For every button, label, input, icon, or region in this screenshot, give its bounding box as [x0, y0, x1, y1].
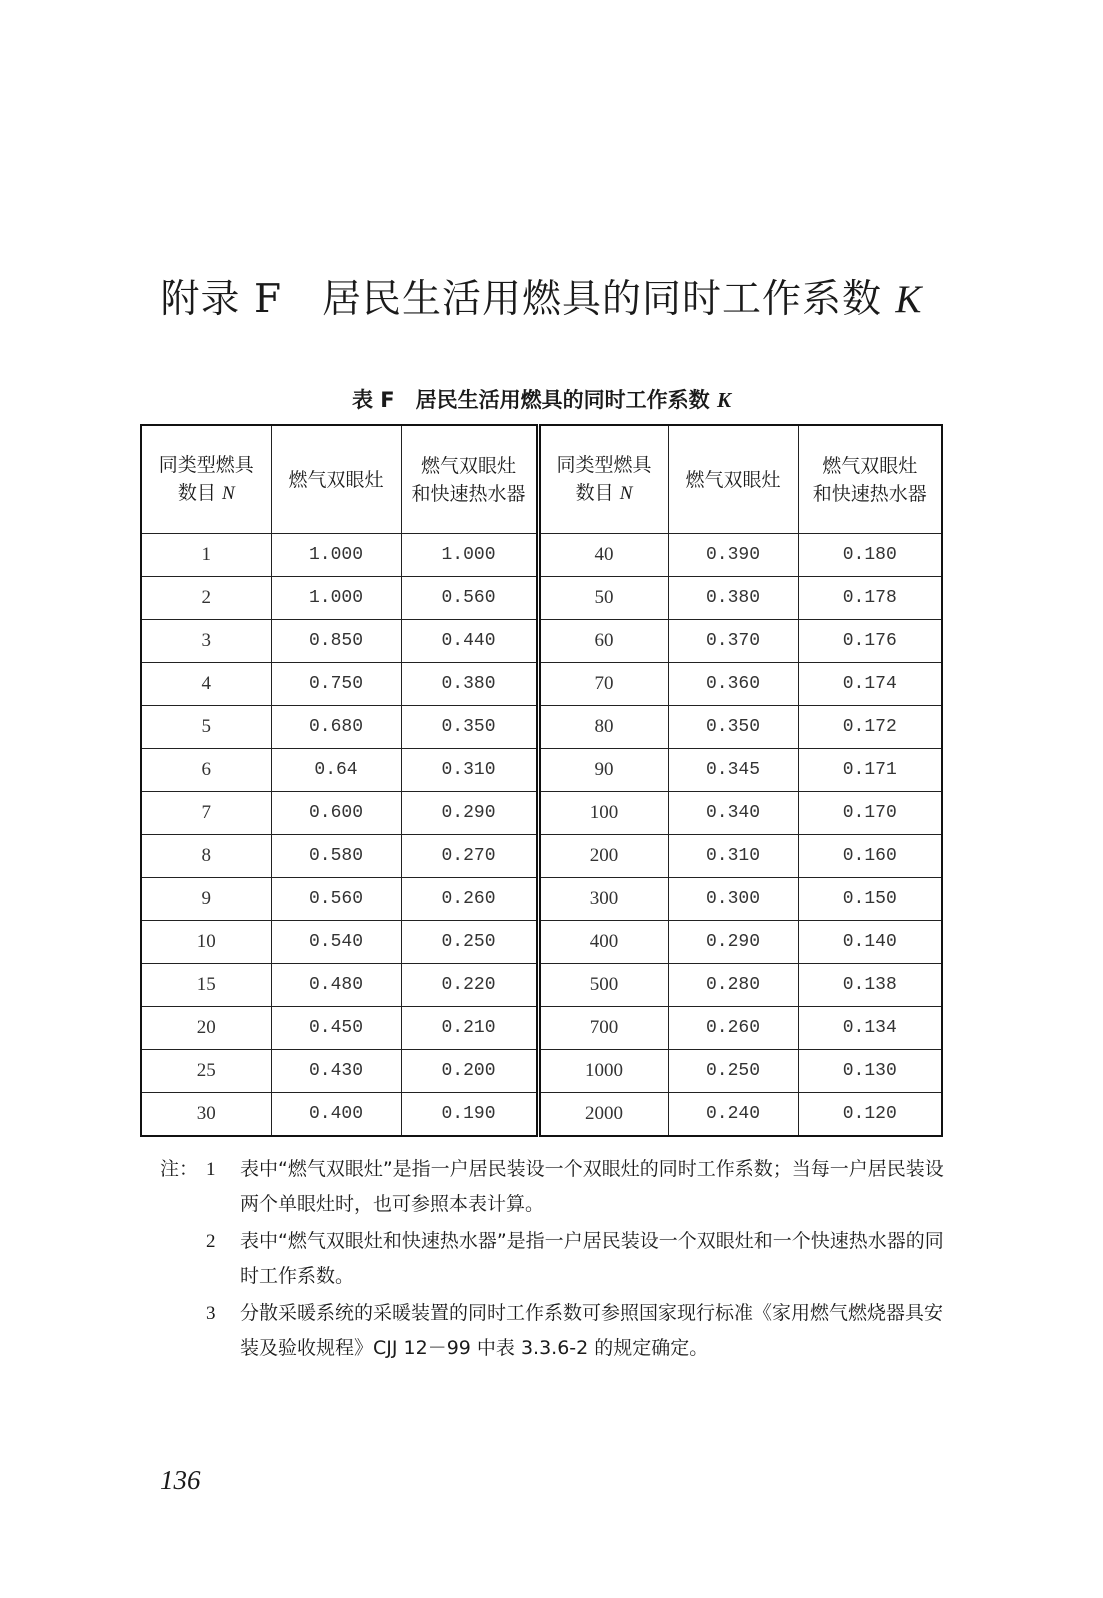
page-title-symbol: K [895, 278, 923, 321]
table-cell: 0.560 [401, 577, 538, 620]
table-cell: 0.430 [271, 1050, 401, 1093]
coefficient-table [140, 424, 943, 1137]
table-caption-text: 表 F 居民生活用燃具的同时工作系数 [352, 388, 710, 412]
table-cell: 0.171 [798, 749, 942, 792]
table-cell: 0.580 [271, 835, 401, 878]
table-cell: 0.300 [668, 878, 798, 921]
table-row [141, 749, 942, 792]
table-cell: 1.000 [401, 534, 538, 577]
table-cell: 0.450 [271, 1007, 401, 1050]
header-stove-heater-right [798, 425, 942, 534]
table-row [141, 1007, 942, 1050]
table-cell: 80 [538, 706, 668, 749]
table-cell: 0.176 [798, 620, 942, 663]
note-text: 表中“燃气双眼灶”是指一户居民装设一个双眼灶的同时工作系数；当每一户居民装设两个单眼灶时，也可参照本表计算。 [240, 1158, 944, 1215]
table-cell: 0.250 [401, 921, 538, 964]
header-line1: 燃气双眼灶 [685, 468, 781, 491]
table-cell: 0.280 [668, 964, 798, 1007]
header-line2: 数目 [177, 482, 216, 504]
header-symbol: N [221, 483, 235, 504]
table-cell: 400 [538, 921, 668, 964]
header-count-n-left [141, 425, 271, 534]
table-cell: 0.345 [668, 749, 798, 792]
table-cell: 0.210 [401, 1007, 538, 1050]
table-cell: 0.130 [798, 1050, 942, 1093]
table-cell: 0.390 [668, 534, 798, 577]
table-cell: 0.290 [668, 921, 798, 964]
header-line2: 和快速热水器 [411, 482, 526, 505]
table-cell: 0.220 [401, 964, 538, 1007]
table-cell: 0.260 [401, 878, 538, 921]
table-cell: 1000 [538, 1050, 668, 1093]
table-cell: 40 [538, 534, 668, 577]
table-cell: 0.64 [271, 749, 401, 792]
table-cell: 60 [538, 620, 668, 663]
table-cell: 6 [141, 749, 271, 792]
table-cell: 0.360 [668, 663, 798, 706]
table-cell: 0.250 [668, 1050, 798, 1093]
table-cell: 15 [141, 964, 271, 1007]
note-number: 3 [206, 1303, 216, 1324]
table-cell: 0.600 [271, 792, 401, 835]
table-row [141, 878, 942, 921]
table-row [141, 835, 942, 878]
table-cell: 0.172 [798, 706, 942, 749]
table-row [141, 663, 942, 706]
table-cell: 0.138 [798, 964, 942, 1007]
table-cell: 0.310 [401, 749, 538, 792]
table-cell: 0.750 [271, 663, 401, 706]
table-cell: 0.380 [401, 663, 538, 706]
table-row [141, 964, 942, 1007]
table-cell: 0.260 [668, 1007, 798, 1050]
table-row [141, 921, 942, 964]
table-caption-symbol: K [716, 388, 731, 412]
header-line1: 燃气双眼灶 [288, 468, 384, 491]
table-cell: 0.370 [668, 620, 798, 663]
table-cell: 0.480 [271, 964, 401, 1007]
header-symbol: N [619, 483, 633, 504]
table-row [141, 534, 942, 577]
note-text: 表中“燃气双眼灶和快速热水器”是指一户居民装设一个双眼灶和一个快速热水器的同时工作系数。 [240, 1230, 944, 1287]
note-item [160, 1224, 950, 1294]
table-cell: 0.178 [798, 577, 942, 620]
header-line1: 同类型燃具 [158, 454, 254, 476]
table-cell: 5 [141, 706, 271, 749]
header-count-n-right [538, 425, 668, 534]
table-cell: 70 [538, 663, 668, 706]
header-stove-heater-left [401, 425, 538, 534]
table-cell: 0.174 [798, 663, 942, 706]
table-cell: 9 [141, 878, 271, 921]
table-cell: 10 [141, 921, 271, 964]
header-line2: 和快速热水器 [812, 482, 927, 505]
page-number: 136 [160, 1465, 201, 1495]
note-text: 分散采暖系统的采暖装置的同时工作系数可参照国家现行标准《家用燃气燃烧器具安装及验收规程》CJJ 12－99 中表 3.3.6-2 的规定确定。 [240, 1302, 944, 1359]
table-cell: 0.270 [401, 835, 538, 878]
table-cell: 0.180 [798, 534, 942, 577]
table-cell: 50 [538, 577, 668, 620]
table-cell: 0.134 [798, 1007, 942, 1050]
table-cell: 0.120 [798, 1093, 942, 1137]
table-cell: 0.850 [271, 620, 401, 663]
table-cell: 0.340 [668, 792, 798, 835]
note-prefix: 注： [160, 1158, 199, 1180]
table-cell: 8 [141, 835, 271, 878]
page-title-text: 附录 F 居民生活用燃具的同时工作系数 [160, 277, 883, 322]
header-double-stove-right [668, 425, 798, 534]
table-cell: 0.200 [401, 1050, 538, 1093]
table-cell: 0.170 [798, 792, 942, 835]
table-row [141, 792, 942, 835]
header-double-stove-left [271, 425, 401, 534]
table-cell: 0.160 [798, 835, 942, 878]
table-row [141, 1050, 942, 1093]
header-line1: 燃气双眼灶 [420, 454, 516, 477]
table-cell: 0.310 [668, 835, 798, 878]
table-cell: 700 [538, 1007, 668, 1050]
table-cell: 500 [538, 964, 668, 1007]
note-item [160, 1152, 950, 1222]
page-title [0, 268, 1083, 324]
table-cell: 0.380 [668, 577, 798, 620]
table-cell: 0.680 [271, 706, 401, 749]
table-cell: 0.150 [798, 878, 942, 921]
table-row [141, 1093, 942, 1137]
table-cell: 0.350 [401, 706, 538, 749]
table-cell: 0.140 [798, 921, 942, 964]
table-row [141, 620, 942, 663]
table-cell: 4 [141, 663, 271, 706]
note-number: 1 [206, 1159, 216, 1180]
table-cell: 0.240 [668, 1093, 798, 1137]
table-cell: 0.540 [271, 921, 401, 964]
table-cell: 0.440 [401, 620, 538, 663]
table-cell: 200 [538, 835, 668, 878]
table-cell: 0.290 [401, 792, 538, 835]
table-cell: 0.560 [271, 878, 401, 921]
table-notes [160, 1152, 950, 1368]
table-cell: 0.190 [401, 1093, 538, 1137]
table-body [141, 534, 942, 1137]
table-cell: 2 [141, 577, 271, 620]
table-row [141, 706, 942, 749]
header-line2: 数目 [575, 482, 614, 504]
table-cell: 300 [538, 878, 668, 921]
table-cell: 3 [141, 620, 271, 663]
table-cell: 25 [141, 1050, 271, 1093]
table-header-row [141, 425, 942, 534]
table-row [141, 577, 942, 620]
table-cell: 0.400 [271, 1093, 401, 1137]
table-cell: 7 [141, 792, 271, 835]
table-cell: 1.000 [271, 577, 401, 620]
table-caption [0, 384, 1083, 414]
table-cell: 1.000 [271, 534, 401, 577]
header-line1: 同类型燃具 [556, 454, 652, 476]
table-cell: 2000 [538, 1093, 668, 1137]
note-number: 2 [206, 1231, 216, 1252]
table-cell: 20 [141, 1007, 271, 1050]
table-cell: 0.350 [668, 706, 798, 749]
note-item [160, 1296, 950, 1366]
table-cell: 1 [141, 534, 271, 577]
table-cell: 100 [538, 792, 668, 835]
table-cell: 30 [141, 1093, 271, 1137]
table-cell: 90 [538, 749, 668, 792]
header-line1: 燃气双眼灶 [822, 454, 918, 477]
